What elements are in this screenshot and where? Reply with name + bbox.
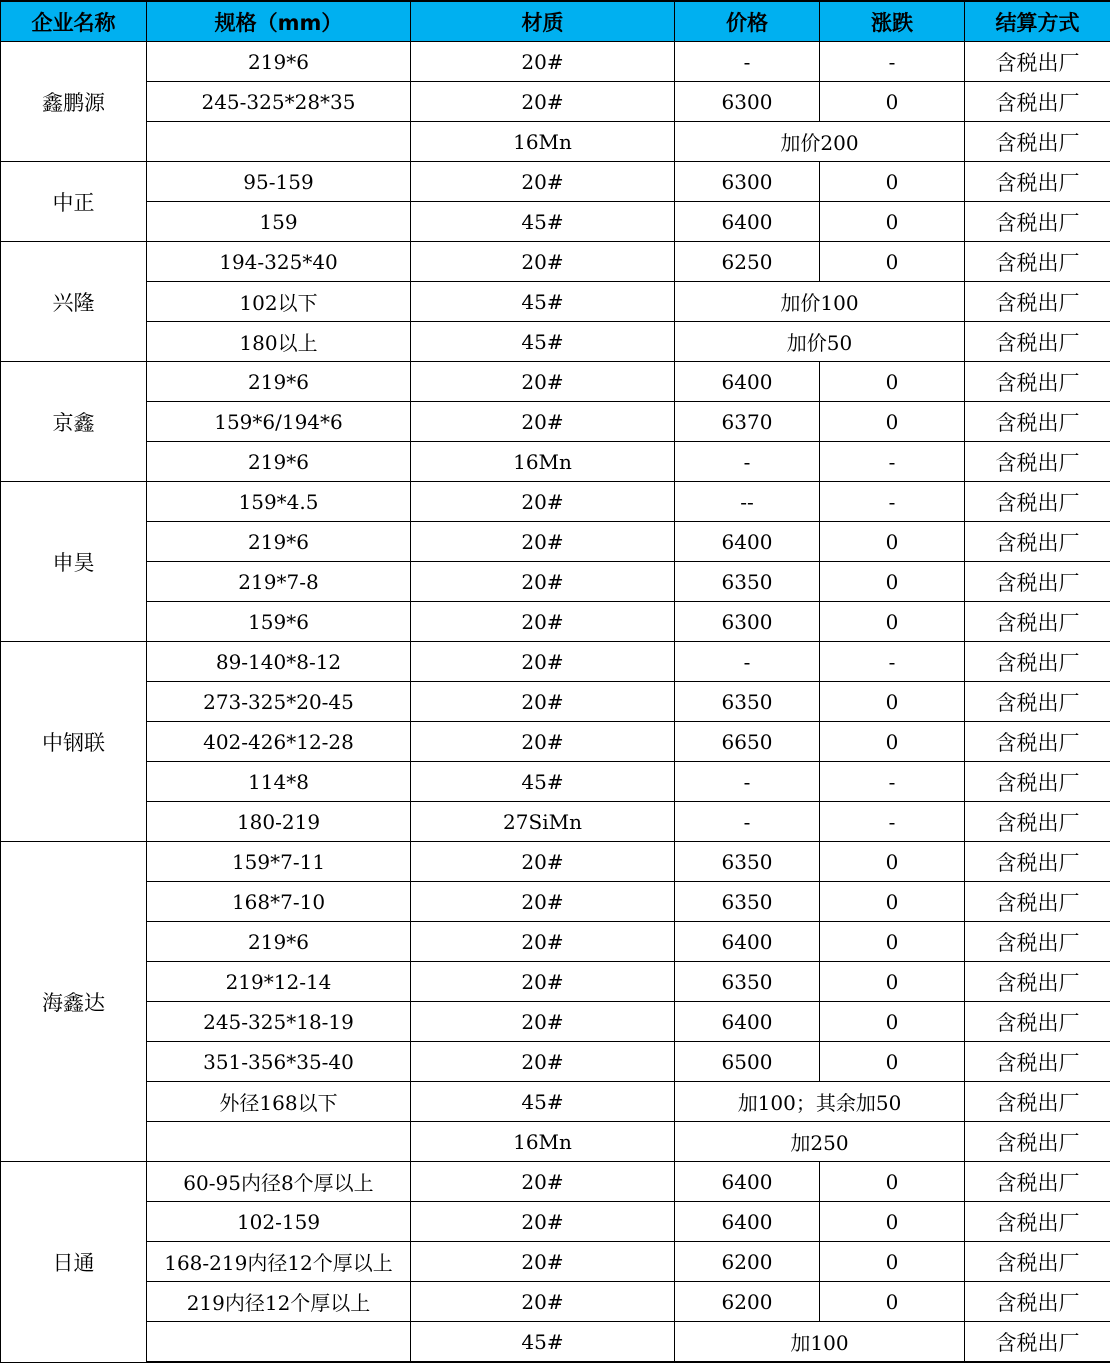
- price-cell: 6400: [675, 362, 820, 402]
- price-cell: 6500: [675, 1042, 820, 1082]
- spec-cell: 159*4.5: [147, 482, 411, 522]
- change-cell: 0: [820, 922, 965, 962]
- table-row: [1, 1242, 1110, 1282]
- settlement-cell: 含税出厂: [965, 1202, 1110, 1242]
- change-cell: 0: [820, 1042, 965, 1082]
- header-company: 企业名称: [1, 1, 147, 42]
- material-cell: 27SiMn: [411, 802, 675, 842]
- settlement-cell: 含税出厂: [965, 362, 1110, 402]
- material-cell: 20#: [411, 642, 675, 682]
- price-cell: 6400: [675, 522, 820, 562]
- spec-cell: 219*7-8: [147, 562, 411, 602]
- change-cell: -: [820, 642, 965, 682]
- settlement-cell: 含税出厂: [965, 322, 1110, 362]
- spec-cell: 95-159: [147, 162, 411, 202]
- price-cell: -: [675, 42, 820, 82]
- price-cell: 6350: [675, 882, 820, 922]
- table-body: [1, 42, 1110, 1363]
- settlement-cell: 含税出厂: [965, 642, 1110, 682]
- price-cell: 6400: [675, 1162, 820, 1202]
- header-spec: 规格（mm）: [147, 1, 411, 42]
- price-cell: 6400: [675, 1202, 820, 1242]
- table-row: [1, 1082, 1110, 1122]
- change-cell: 0: [820, 1242, 965, 1282]
- spec-cell: 外径168以下: [147, 1082, 411, 1122]
- settlement-cell: 含税出厂: [965, 1242, 1110, 1282]
- table-row: [1, 282, 1110, 322]
- price-cell: -: [675, 642, 820, 682]
- change-cell: 0: [820, 162, 965, 202]
- company-name: 海鑫达: [1, 842, 147, 1162]
- price-cell: --: [675, 482, 820, 522]
- spec-cell: 402-426*12-28: [147, 722, 411, 762]
- table-row: [1, 242, 1110, 282]
- settlement-cell: 含税出厂: [965, 842, 1110, 882]
- material-cell: 20#: [411, 1002, 675, 1042]
- spec-cell: 102以下: [147, 282, 411, 322]
- table-row: [1, 602, 1110, 642]
- spec-cell: 180-219: [147, 802, 411, 842]
- settlement-cell: 含税出厂: [965, 1002, 1110, 1042]
- material-cell: 45#: [411, 202, 675, 242]
- change-cell: 0: [820, 362, 965, 402]
- settlement-cell: 含税出厂: [965, 282, 1110, 322]
- table-row: [1, 1002, 1110, 1042]
- material-cell: 20#: [411, 842, 675, 882]
- settlement-cell: 含税出厂: [965, 122, 1110, 162]
- price-cell: 6300: [675, 602, 820, 642]
- price-cell: 6400: [675, 922, 820, 962]
- spec-cell: [147, 1322, 411, 1363]
- company-name: 日通: [1, 1162, 147, 1363]
- change-cell: 0: [820, 1202, 965, 1242]
- change-cell: 0: [820, 522, 965, 562]
- table-row: [1, 682, 1110, 722]
- spec-cell: 219*6: [147, 42, 411, 82]
- spec-cell: 273-325*20-45: [147, 682, 411, 722]
- settlement-cell: 含税出厂: [965, 522, 1110, 562]
- material-cell: 20#: [411, 242, 675, 282]
- table-row: [1, 722, 1110, 762]
- change-cell: 0: [820, 402, 965, 442]
- settlement-cell: 含税出厂: [965, 882, 1110, 922]
- material-cell: 20#: [411, 1162, 675, 1202]
- table-row: [1, 522, 1110, 562]
- spec-cell: 89-140*8-12: [147, 642, 411, 682]
- material-cell: 45#: [411, 1082, 675, 1122]
- material-cell: 45#: [411, 282, 675, 322]
- header-settlement: 结算方式: [965, 1, 1110, 42]
- table-row: [1, 82, 1110, 122]
- settlement-cell: 含税出厂: [965, 682, 1110, 722]
- company-name: 中钢联: [1, 642, 147, 842]
- settlement-cell: 含税出厂: [965, 1122, 1110, 1162]
- material-cell: 20#: [411, 482, 675, 522]
- material-cell: 45#: [411, 762, 675, 802]
- settlement-cell: 含税出厂: [965, 802, 1110, 842]
- spec-cell: 245-325*18-19: [147, 1002, 411, 1042]
- change-cell: 0: [820, 562, 965, 602]
- table-row: [1, 322, 1110, 362]
- change-cell: 0: [820, 242, 965, 282]
- material-cell: 16Mn: [411, 1122, 675, 1162]
- change-cell: 0: [820, 682, 965, 722]
- price-note-cell: 加100: [675, 1322, 965, 1363]
- settlement-cell: 含税出厂: [965, 402, 1110, 442]
- price-cell: 6250: [675, 242, 820, 282]
- table-row: [1, 1202, 1110, 1242]
- header-price: 价格: [675, 1, 820, 42]
- table-row: [1, 42, 1110, 82]
- settlement-cell: 含税出厂: [965, 482, 1110, 522]
- spec-cell: 219*6: [147, 362, 411, 402]
- material-cell: 45#: [411, 1322, 675, 1363]
- table-row: [1, 162, 1110, 202]
- change-cell: -: [820, 762, 965, 802]
- price-cell: 6350: [675, 682, 820, 722]
- table-row: [1, 402, 1110, 442]
- settlement-cell: 含税出厂: [965, 602, 1110, 642]
- material-cell: 20#: [411, 602, 675, 642]
- material-cell: 20#: [411, 1042, 675, 1082]
- header-change: 涨跌: [820, 1, 965, 42]
- table-row: [1, 802, 1110, 842]
- table-row: [1, 922, 1110, 962]
- material-cell: 20#: [411, 562, 675, 602]
- table-row: [1, 762, 1110, 802]
- price-cell: 6350: [675, 842, 820, 882]
- material-cell: 20#: [411, 882, 675, 922]
- company-name: 鑫鹏源: [1, 42, 147, 162]
- header-row: [1, 1, 1110, 42]
- material-cell: 20#: [411, 1282, 675, 1322]
- table-row: [1, 1322, 1110, 1363]
- table-row: [1, 202, 1110, 242]
- material-cell: 20#: [411, 682, 675, 722]
- spec-cell: [147, 1122, 411, 1162]
- table-row: [1, 1122, 1110, 1162]
- change-cell: 0: [820, 202, 965, 242]
- material-cell: 20#: [411, 362, 675, 402]
- material-cell: 20#: [411, 922, 675, 962]
- spec-cell: 168*7-10: [147, 882, 411, 922]
- price-cell: 6300: [675, 82, 820, 122]
- price-note-cell: 加价100: [675, 282, 965, 322]
- material-cell: 16Mn: [411, 442, 675, 482]
- spec-cell: 351-356*35-40: [147, 1042, 411, 1082]
- change-cell: 0: [820, 842, 965, 882]
- table-row: [1, 962, 1110, 1002]
- material-cell: 20#: [411, 962, 675, 1002]
- spec-cell: 60-95内径8个厚以上: [147, 1162, 411, 1202]
- material-cell: 20#: [411, 722, 675, 762]
- settlement-cell: 含税出厂: [965, 82, 1110, 122]
- settlement-cell: 含税出厂: [965, 722, 1110, 762]
- price-note-cell: 加250: [675, 1122, 965, 1162]
- company-name: 兴隆: [1, 242, 147, 362]
- price-cell: 6200: [675, 1282, 820, 1322]
- settlement-cell: 含税出厂: [965, 1322, 1110, 1363]
- material-cell: 20#: [411, 402, 675, 442]
- company-name: 京鑫: [1, 362, 147, 482]
- change-cell: -: [820, 802, 965, 842]
- material-cell: 16Mn: [411, 122, 675, 162]
- price-cell: 6400: [675, 202, 820, 242]
- price-cell: 6350: [675, 562, 820, 602]
- price-cell: 6650: [675, 722, 820, 762]
- table-row: [1, 1042, 1110, 1082]
- settlement-cell: 含税出厂: [965, 1282, 1110, 1322]
- table-row: [1, 1282, 1110, 1322]
- material-cell: 45#: [411, 322, 675, 362]
- spec-cell: 168-219内径12个厚以上: [147, 1242, 411, 1282]
- spec-cell: 159*7-11: [147, 842, 411, 882]
- table-row: [1, 882, 1110, 922]
- price-note-cell: 加价200: [675, 122, 965, 162]
- settlement-cell: 含税出厂: [965, 762, 1110, 802]
- table-row: [1, 1162, 1110, 1202]
- change-cell: 0: [820, 1002, 965, 1042]
- change-cell: 0: [820, 1282, 965, 1322]
- price-cell: -: [675, 762, 820, 802]
- settlement-cell: 含税出厂: [965, 442, 1110, 482]
- material-cell: 20#: [411, 82, 675, 122]
- table-row: [1, 482, 1110, 522]
- change-cell: 0: [820, 722, 965, 762]
- settlement-cell: 含税出厂: [965, 162, 1110, 202]
- spec-cell: 114*8: [147, 762, 411, 802]
- change-cell: -: [820, 42, 965, 82]
- settlement-cell: 含税出厂: [965, 1042, 1110, 1082]
- settlement-cell: 含税出厂: [965, 1162, 1110, 1202]
- header-material: 材质: [411, 1, 675, 42]
- change-cell: 0: [820, 602, 965, 642]
- spec-cell: 159*6: [147, 602, 411, 642]
- spec-cell: 219内径12个厚以上: [147, 1282, 411, 1322]
- settlement-cell: 含税出厂: [965, 202, 1110, 242]
- price-cell: -: [675, 802, 820, 842]
- company-name: 申昊: [1, 482, 147, 642]
- spec-cell: 245-325*28*35: [147, 82, 411, 122]
- material-cell: 20#: [411, 42, 675, 82]
- spec-cell: 219*6: [147, 522, 411, 562]
- company-name: 中正: [1, 162, 147, 242]
- table-row: [1, 642, 1110, 682]
- table-row: [1, 562, 1110, 602]
- price-cell: 6400: [675, 1002, 820, 1042]
- settlement-cell: 含税出厂: [965, 1082, 1110, 1122]
- price-note-cell: 加价50: [675, 322, 965, 362]
- price-cell: 6300: [675, 162, 820, 202]
- settlement-cell: 含税出厂: [965, 42, 1110, 82]
- settlement-cell: 含税出厂: [965, 242, 1110, 282]
- change-cell: 0: [820, 962, 965, 1002]
- material-cell: 20#: [411, 162, 675, 202]
- table-row: [1, 442, 1110, 482]
- price-cell: 6350: [675, 962, 820, 1002]
- table-row: [1, 362, 1110, 402]
- settlement-cell: 含税出厂: [965, 962, 1110, 1002]
- change-cell: 0: [820, 1162, 965, 1202]
- material-cell: 20#: [411, 1242, 675, 1282]
- spec-cell: 180以上: [147, 322, 411, 362]
- spec-cell: 159: [147, 202, 411, 242]
- price-cell: 6200: [675, 1242, 820, 1282]
- price-cell: 6370: [675, 402, 820, 442]
- spec-cell: [147, 122, 411, 162]
- table-row: [1, 842, 1110, 882]
- spec-cell: 102-159: [147, 1202, 411, 1242]
- spec-cell: 219*12-14: [147, 962, 411, 1002]
- price-note-cell: 加100；其余加50: [675, 1082, 965, 1122]
- change-cell: 0: [820, 882, 965, 922]
- spec-cell: 194-325*40: [147, 242, 411, 282]
- spec-cell: 219*6: [147, 442, 411, 482]
- change-cell: -: [820, 442, 965, 482]
- table-row: [1, 122, 1110, 162]
- spec-cell: 159*6/194*6: [147, 402, 411, 442]
- settlement-cell: 含税出厂: [965, 562, 1110, 602]
- price-cell: -: [675, 442, 820, 482]
- change-cell: -: [820, 482, 965, 522]
- settlement-cell: 含税出厂: [965, 922, 1110, 962]
- spec-cell: 219*6: [147, 922, 411, 962]
- material-cell: 20#: [411, 522, 675, 562]
- change-cell: 0: [820, 82, 965, 122]
- material-cell: 20#: [411, 1202, 675, 1242]
